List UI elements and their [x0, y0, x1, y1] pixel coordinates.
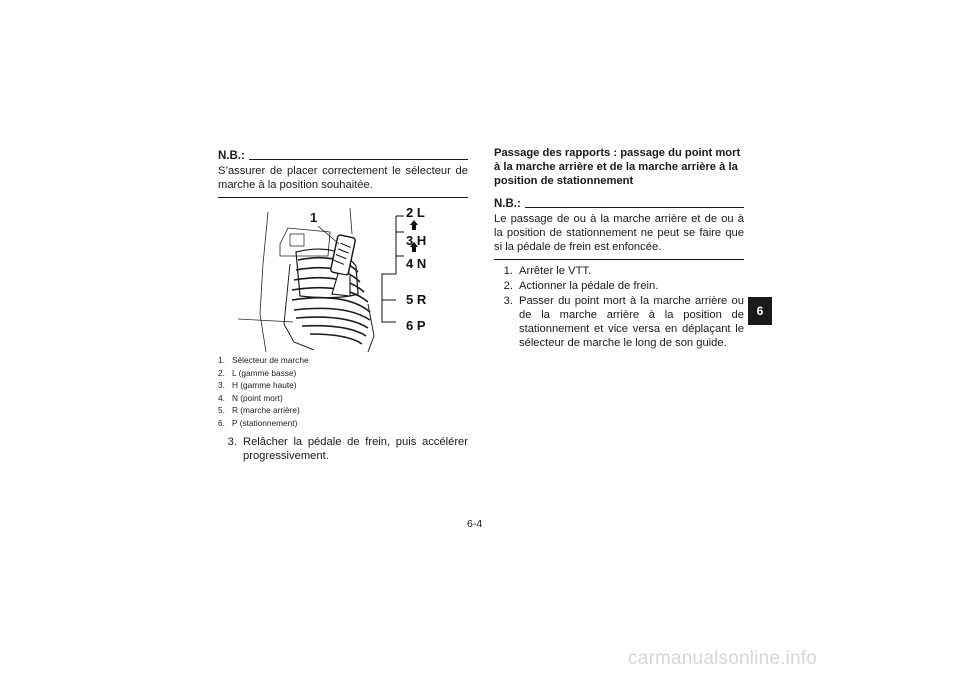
legend-item: 2. L (gamme basse) — [218, 367, 297, 378]
chapter-tab: 6 — [748, 297, 772, 325]
nb-label: N.B.: — [494, 198, 521, 210]
legend-item: 4. N (point mort) — [218, 392, 283, 403]
step-1: 1. Arrêter le VTT. — [503, 265, 592, 277]
nb-heading-right — [494, 198, 744, 210]
gear-label-4n: 4 N — [406, 256, 427, 271]
gear-label-3h: 3 H — [406, 233, 427, 248]
section-title: Passage des rapports : passage du point mort à la marche arrière et de la marche arrière à la position de stationnement — [494, 147, 741, 187]
step-3-left: 3. Relâcher la pédale de frein, puis accélérer progressivement. — [227, 436, 468, 462]
legend-item: 1. Sélecteur de marche — [218, 355, 309, 365]
nb-note-right: Le passage de ou à la marche arrière et de ou à la position de stationnement ne peut se faire que si la pédale de frein est enfoncée. — [494, 213, 744, 253]
watermark: carmanualsonline.info — [628, 648, 818, 669]
page-number: 6-4 — [467, 518, 483, 530]
legend-item: 5. R (marche arrière) — [218, 405, 300, 415]
callout-1: 1 — [310, 210, 318, 225]
nb-heading-left — [218, 150, 468, 162]
legend-item: 6. P (stationnement) — [218, 417, 298, 428]
legend-item: 3. H (gamme haute) — [218, 380, 297, 390]
nb-rule — [525, 207, 744, 208]
gear-label-5r: 5 R — [406, 292, 427, 307]
divider — [218, 197, 468, 198]
nb-label: N.B.: — [218, 150, 245, 162]
step-3: 3. Passer du point mort à la marche arrière ou de la marche arrière à la position de stationnement et vice versa en déplaçant le sélecteur de marche le long de son guide. — [503, 295, 744, 349]
figure-legend — [218, 354, 468, 429]
left-column — [218, 150, 468, 463]
gear-selector-drawing — [218, 204, 468, 352]
step-2: 2. Actionner la pédale de frein. — [503, 280, 659, 292]
right-column — [494, 146, 744, 350]
nb-rule — [249, 159, 468, 160]
nb-note-left: S’assurer de placer correctement le sélecteur de marche à la position souhaitée. — [218, 165, 468, 191]
gear-selector-illustration — [218, 204, 468, 352]
divider — [494, 259, 744, 260]
gear-label-6p: 6 P — [406, 318, 426, 333]
gear-label-2l: 2 L — [406, 205, 425, 220]
